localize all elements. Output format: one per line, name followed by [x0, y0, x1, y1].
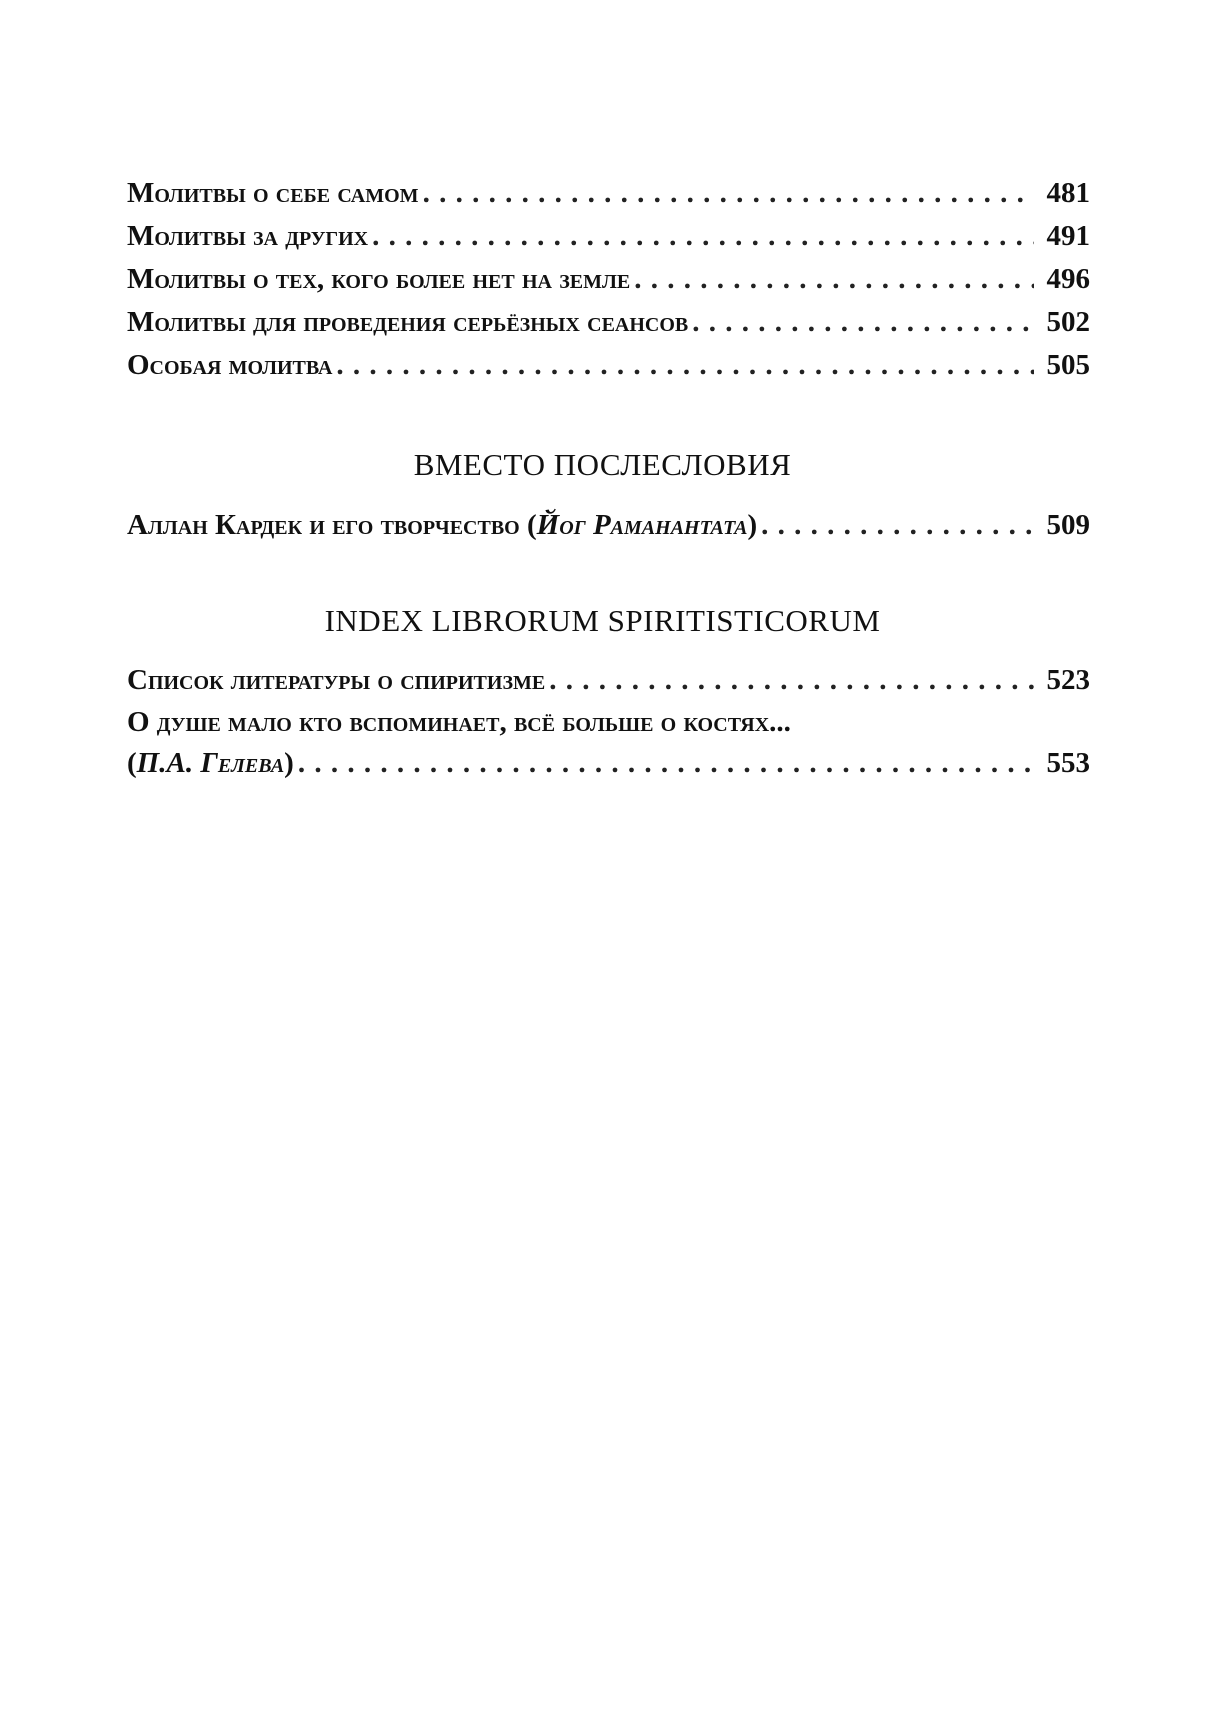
- toc-entry-page: 505: [1046, 349, 1090, 381]
- section-heading-afterword: ВМЕСТО ПОСЛЕСЛОВИЯ: [413, 447, 792, 482]
- toc-group-afterword: [127, 504, 1090, 547]
- toc-entry[interactable]: [127, 258, 1090, 301]
- toc-entry[interactable]: [127, 172, 1090, 215]
- dot-leader: [298, 742, 1034, 785]
- toc-entry[interactable]: [127, 215, 1090, 258]
- toc-entry-line-2: [127, 742, 1090, 785]
- toc-entry-title: Молитвы для проведения серьёзных сеансов: [127, 306, 689, 338]
- dot-leader: [692, 301, 1034, 344]
- toc-entry-page: 502: [1046, 306, 1090, 338]
- author-suffix: ): [284, 747, 294, 779]
- toc-entry-page: 496: [1046, 263, 1090, 295]
- toc-entry-title: Особая молитва: [127, 349, 333, 381]
- author-name: Йог Раманантата: [536, 509, 748, 541]
- title-suffix: ): [747, 509, 758, 541]
- toc-entry-page: 553: [1046, 747, 1090, 779]
- toc-entry[interactable]: [127, 301, 1090, 344]
- toc-group-prayers: [127, 172, 1090, 387]
- section-heading-index: INDEX LIBRORUM SPIRITISTICORUM: [324, 603, 881, 638]
- title-prefix: Аллан Кардек и его творчество (: [127, 509, 537, 541]
- toc-group-index: [127, 659, 1090, 785]
- toc-entry[interactable]: [127, 504, 1090, 547]
- dot-leader: [761, 504, 1034, 547]
- toc-entry-multiline[interactable]: [127, 702, 1090, 785]
- dot-leader: [336, 344, 1034, 387]
- toc-entry[interactable]: [127, 659, 1090, 702]
- author-name: П.А. Гелева: [136, 747, 285, 779]
- toc-entry-title: [127, 504, 757, 547]
- toc-entry-title: Молитвы о себе самом: [127, 177, 419, 209]
- dot-leader: [549, 659, 1034, 702]
- toc-entry[interactable]: [127, 344, 1090, 387]
- toc-entry-author: [127, 742, 294, 785]
- toc-entry-title-line-1: О душе мало кто вспоминает, всё больше о костях...: [127, 706, 791, 738]
- toc-entry-title: Молитвы за других: [127, 220, 369, 252]
- dot-leader: [634, 258, 1034, 301]
- toc-entry-title: Молитвы о тех, кого более нет на земле: [127, 263, 631, 295]
- dot-leader: [423, 172, 1034, 215]
- toc-entry-title: Список литературы о спиритизме: [127, 664, 546, 696]
- toc-entry-page: 481: [1046, 177, 1090, 209]
- author-prefix: (: [127, 747, 137, 779]
- dot-leader: [372, 215, 1034, 258]
- toc-entry-page: 509: [1046, 509, 1090, 541]
- toc-entry-page: 523: [1046, 664, 1090, 696]
- toc-entry-page: 491: [1046, 220, 1090, 252]
